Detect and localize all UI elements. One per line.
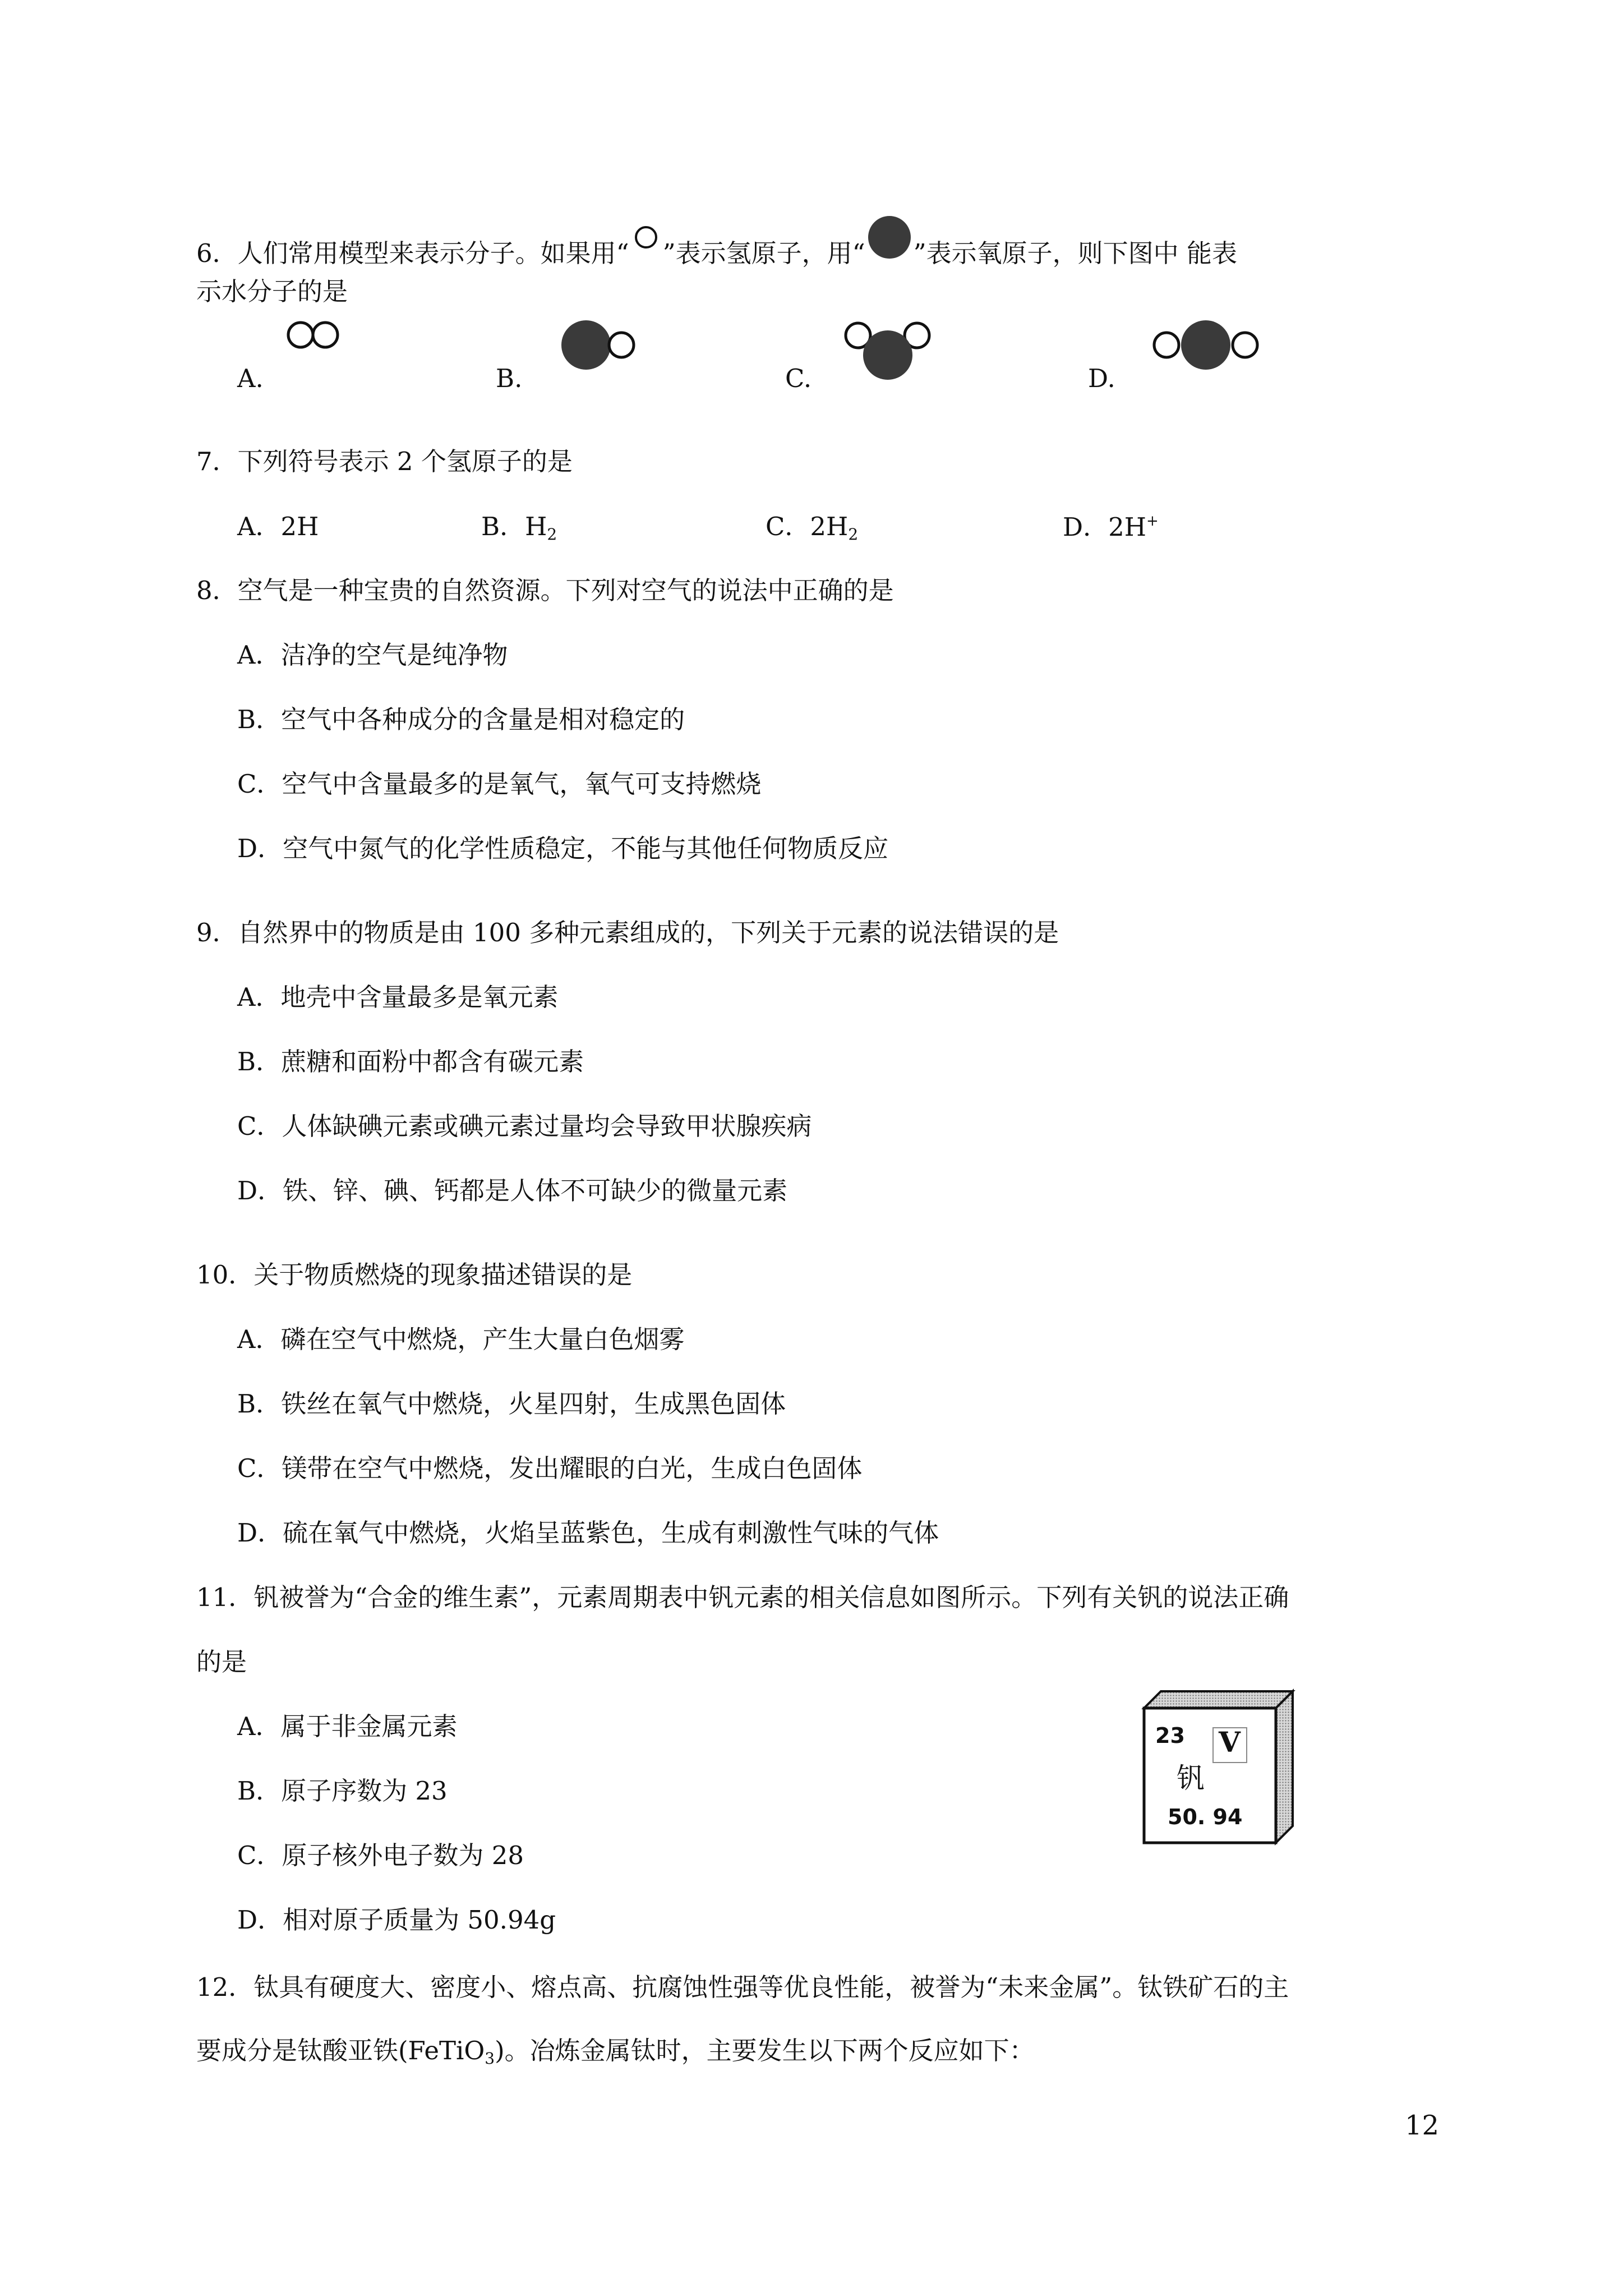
linear-h-o-h-model-icon (1150, 317, 1262, 373)
q10-option-d[interactable]: D．硫在氧气中燃烧，火焰呈蓝紫色，生成有刺激性气味的气体 (237, 1518, 939, 1548)
q6-text-part2: ”表示氢原子，用“ (662, 238, 865, 268)
q9-option-d[interactable]: D．铁、锌、碘、钙都是人体不可缺少的微量元素 (237, 1176, 788, 1205)
q6-option-a[interactable]: A. (237, 364, 264, 393)
page-number: 12 (1405, 2110, 1440, 2141)
q8-option-c[interactable]: C．空气中含量最多的是氧气，氧气可支持燃烧 (237, 769, 762, 799)
q8-stem: 8．空气是一种宝贵的自然资源。下列对空气的说法中正确的是 (196, 576, 894, 605)
q11-stem-line1: 11．钒被誉为“合金的维生素”，元素周期表中钒元素的相关信息如图所示。下列有关钒的说法正确 (196, 1582, 1289, 1612)
q12-formula-subscript: 3 (485, 2049, 495, 2068)
element-atomic-mass: 50. 94 (1168, 1805, 1243, 1829)
q6-text-part3: ”表示氧原子，则下图中 能表 (913, 238, 1237, 268)
hydrogen-atom-icon (629, 225, 663, 259)
q7-option-d-text: D．2H (1063, 512, 1146, 542)
q6-option-d[interactable]: D. (1088, 364, 1115, 393)
element-symbol: V (1219, 1726, 1241, 1759)
q10-option-a[interactable]: A．磷在空气中燃烧，产生大量白色烟雾 (237, 1324, 685, 1354)
q7-option-b-text: B．H (481, 512, 547, 541)
q10-option-b[interactable]: B．铁丝在氧气中燃烧，火星四射，生成黑色固体 (237, 1389, 786, 1419)
q7-option-d-superscript: + (1146, 513, 1159, 530)
q11-option-a[interactable]: A．属于非金属元素 (237, 1711, 458, 1741)
element-name: 钒 (1177, 1762, 1205, 1795)
q6-option-b[interactable]: B. (496, 364, 523, 393)
q11-option-d[interactable]: D．相对原子质量为 50.94g (237, 1905, 556, 1935)
element-atomic-number: 23 (1155, 1723, 1185, 1748)
q10-stem: 10．关于物质燃烧的现象描述错误的是 (196, 1260, 633, 1290)
q9-option-c[interactable]: C．人体缺碘元素或碘元素过量均会导致甲状腺疾病 (237, 1111, 812, 1141)
bent-water-molecule-model-icon (838, 317, 939, 384)
q6-stem-line1 (196, 216, 1237, 266)
q11-option-c[interactable]: C．原子核外电子数为 28 (237, 1841, 524, 1870)
q8-option-d[interactable]: D．空气中氮气的化学性质稳定，不能与其他任何物质反应 (237, 834, 889, 863)
q12-line2-part2: )。冶炼金属钛时，主要发生以下两个反应如下： (495, 2036, 1035, 2065)
q7-option-b-subscript: 2 (547, 525, 557, 544)
q6-stem-line2: 示水分子的是 (196, 277, 348, 306)
q8-option-a[interactable]: A．洁净的空气是纯净物 (237, 640, 508, 670)
q7-stem: 7．下列符号表示 2 个氢原子的是 (196, 447, 573, 476)
q10-option-c[interactable]: C．镁带在空气中燃烧，发出耀眼的白光，生成白色固体 (237, 1453, 863, 1483)
q12-stem-line2 (196, 2038, 1035, 2067)
q12-line2-part1: 要成分是钛酸亚铁(FeTiO (196, 2036, 485, 2065)
q7-option-c-text: C．2H (766, 512, 849, 541)
q7-option-c[interactable] (766, 514, 858, 542)
q6-option-c[interactable]: C. (785, 364, 812, 393)
periodic-element-cell (1138, 1686, 1295, 1855)
q11-stem-line2: 的是 (196, 1647, 247, 1677)
q7-option-d[interactable] (1063, 514, 1159, 540)
q12-stem-line1: 12．钛具有硬度大、密度小、熔点高、抗腐蚀性强等优良性能，被誉为“未来金属”。钛铁矿石的主 (196, 1972, 1289, 2002)
oxygen-hydrogen-model-icon (558, 317, 642, 373)
q7-option-b[interactable] (481, 514, 557, 542)
q11-option-b[interactable]: B．原子序数为 23 (237, 1776, 448, 1806)
hydrogen-molecule-model-icon (283, 320, 345, 351)
q8-option-b[interactable]: B．空气中各种成分的含量是相对稳定的 (237, 705, 685, 734)
oxygen-atom-icon (865, 216, 914, 264)
q9-option-b[interactable]: B．蔗糖和面粉中都含有碳元素 (237, 1047, 584, 1076)
q6-text-part1: 6．人们常用模型来表示分子。如果用“ (196, 238, 629, 268)
q7-option-a[interactable]: A．2H (237, 512, 319, 541)
q9-option-a[interactable]: A．地壳中含量最多是氧元素 (237, 982, 559, 1012)
q9-stem: 9．自然界中的物质是由 100 多种元素组成的，下列关于元素的说法错误的是 (196, 918, 1059, 947)
q7-option-c-subscript: 2 (848, 525, 859, 544)
